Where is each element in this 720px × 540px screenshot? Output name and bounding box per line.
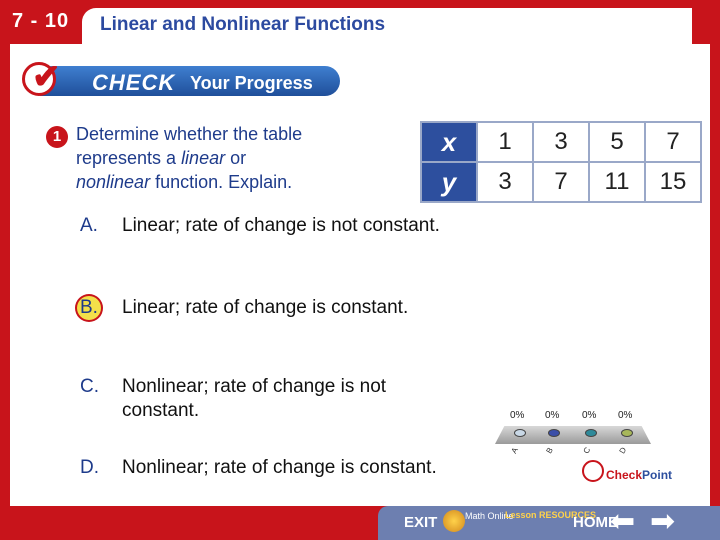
response-poll-chart bbox=[490, 410, 660, 460]
poll-label-a: A bbox=[509, 445, 520, 456]
question-text bbox=[76, 122, 416, 194]
poll-percent-b: 0% bbox=[545, 410, 560, 421]
table-cell: 7 bbox=[645, 122, 701, 162]
lesson-resources-button[interactable]: Lesson RESOURCES bbox=[505, 510, 597, 520]
checkpoint-point: Point bbox=[642, 468, 673, 482]
table-cell: 11 bbox=[589, 162, 645, 202]
left-arrow-icon[interactable]: ⬅ bbox=[610, 505, 636, 538]
table-cell: 15 bbox=[645, 162, 701, 202]
choice-letter-c: C. bbox=[80, 376, 99, 397]
poll-dot-a bbox=[514, 429, 526, 437]
checkpoint-check: Check bbox=[606, 468, 643, 482]
choice-text-b: Linear; rate of change is constant. bbox=[122, 297, 409, 318]
choice-text-c: Nonlinear; rate of change is not constant. bbox=[122, 376, 387, 421]
question-linear-word: linear bbox=[181, 148, 226, 168]
choice-text-a: Linear; rate of change is not constant. bbox=[122, 215, 440, 236]
poll-label-c: C bbox=[581, 445, 593, 456]
lesson-number: 7 - 10 bbox=[12, 10, 70, 32]
question-line-3b: function. Explain. bbox=[150, 172, 293, 192]
table-row-y bbox=[421, 162, 701, 202]
table-cell: 7 bbox=[533, 162, 589, 202]
function-table bbox=[420, 121, 702, 203]
lesson-title: Linear and Nonlinear Functions bbox=[100, 14, 386, 35]
poll-percent-a: 0% bbox=[510, 410, 525, 421]
table-header-x: x bbox=[421, 122, 477, 162]
checkpoint-label bbox=[606, 468, 672, 482]
choice-text-d: Nonlinear; rate of change is constant. bbox=[122, 457, 437, 478]
progress-label: Your Progress bbox=[190, 73, 313, 93]
check-progress-banner bbox=[22, 60, 342, 100]
poll-label-b: B bbox=[544, 445, 555, 456]
exit-button[interactable]: EXIT bbox=[404, 514, 438, 531]
choice-letter-d: D. bbox=[80, 457, 99, 478]
table-header-y: y bbox=[421, 162, 477, 202]
banner-bar bbox=[40, 66, 340, 96]
checkmark-icon: ✔ bbox=[22, 62, 56, 96]
choice-letter-b: B. bbox=[75, 294, 103, 322]
poll-percent-d: 0% bbox=[618, 410, 633, 421]
math-online-globe-icon[interactable] bbox=[443, 510, 465, 532]
question-number: 1 bbox=[46, 126, 68, 148]
right-arrow-icon[interactable]: ➡ bbox=[650, 505, 676, 538]
question-line-2c: or bbox=[225, 148, 247, 168]
table-cell: 1 bbox=[477, 122, 533, 162]
home-button[interactable]: HOME bbox=[573, 514, 618, 531]
choice-letter-a: A. bbox=[80, 215, 98, 236]
table-cell: 5 bbox=[589, 122, 645, 162]
table-row-x bbox=[421, 122, 701, 162]
checkpoint-logo[interactable] bbox=[582, 460, 692, 490]
poll-dot-c bbox=[585, 429, 597, 437]
poll-dot-d bbox=[621, 429, 633, 437]
poll-dot-b bbox=[548, 429, 560, 437]
checkpoint-icon bbox=[582, 460, 604, 482]
math-online-button[interactable]: Math Online bbox=[465, 511, 514, 521]
question-line-2a: represents a bbox=[76, 148, 182, 168]
question-nonlinear-word: nonlinear bbox=[76, 172, 151, 192]
poll-label-d: D bbox=[617, 445, 629, 456]
poll-percent-c: 0% bbox=[582, 410, 597, 421]
table-cell: 3 bbox=[533, 122, 589, 162]
question-line-1: Determine whether the table bbox=[76, 124, 303, 144]
table-cell: 3 bbox=[477, 162, 533, 202]
check-label: CHECK bbox=[92, 70, 176, 95]
